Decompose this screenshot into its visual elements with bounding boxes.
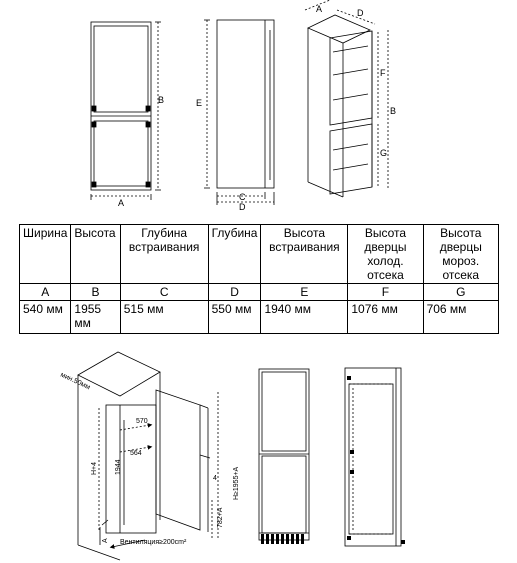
label-570: 570 [136, 418, 148, 425]
label-h-plus-4: H+4 [91, 461, 98, 475]
label-782: 782+A [217, 507, 224, 528]
letter-d: D [208, 284, 261, 301]
letter-e: E [261, 284, 348, 301]
label-h-formula: H≥1955+A [233, 466, 240, 500]
value-build-height: 1940 мм [261, 301, 348, 334]
letter-g: G [423, 284, 498, 301]
value-width: 540 мм [20, 301, 71, 334]
header-freezer-door: Высота дверцы мороз. отсека [423, 225, 498, 284]
letter-b: B [71, 284, 120, 301]
label-e-side: E [196, 98, 203, 108]
spec-letter-row [20, 284, 499, 301]
label-d-side: D [239, 202, 246, 212]
label-a-install: A [102, 538, 109, 543]
letter-c: C [120, 284, 208, 301]
value-depth: 550 мм [208, 301, 261, 334]
letter-f: F [348, 284, 423, 301]
value-freezer-door: 706 мм [423, 301, 498, 334]
value-height: 1955 мм [71, 301, 120, 334]
letter-a: A [20, 284, 71, 301]
install-diagram [78, 352, 218, 560]
header-fridge-door: Высота дверцы холод. отсека [348, 225, 423, 284]
label-g-iso: G [380, 148, 388, 158]
spec-header-row [20, 225, 499, 284]
header-build-depth: Глубина встраивания [120, 225, 208, 284]
label-b-front: B [158, 95, 165, 105]
front-view-small [259, 369, 309, 540]
label-b-iso: B [390, 106, 397, 116]
label-d-iso: D [357, 8, 364, 18]
label-c-side: C [239, 192, 246, 202]
side-view [204, 20, 274, 205]
iso-view [305, 0, 388, 197]
value-fridge-door: 1076 мм [348, 301, 423, 334]
spec-table [19, 224, 499, 334]
label-1944: 1944 [115, 459, 122, 475]
label-min-gap: мин.50мм [59, 371, 92, 392]
label-564: 564 [130, 450, 142, 457]
label-f-iso: F [380, 68, 386, 78]
front-view [91, 22, 161, 200]
spec-value-row [20, 301, 499, 334]
header-build-height: Высота встраивания [261, 225, 348, 284]
label-a-iso: A [316, 4, 323, 14]
header-height: Высота [71, 225, 120, 284]
side-section [345, 368, 401, 546]
label-a-front: A [118, 198, 125, 208]
header-width: Ширина [20, 225, 71, 284]
vent-grille [261, 534, 304, 544]
value-build-depth: 515 мм [120, 301, 208, 334]
header-depth: Глубина [208, 225, 261, 284]
label-vent: Вентиляция≥200cm² [120, 539, 187, 546]
label-dim-4: 4 [213, 475, 217, 482]
